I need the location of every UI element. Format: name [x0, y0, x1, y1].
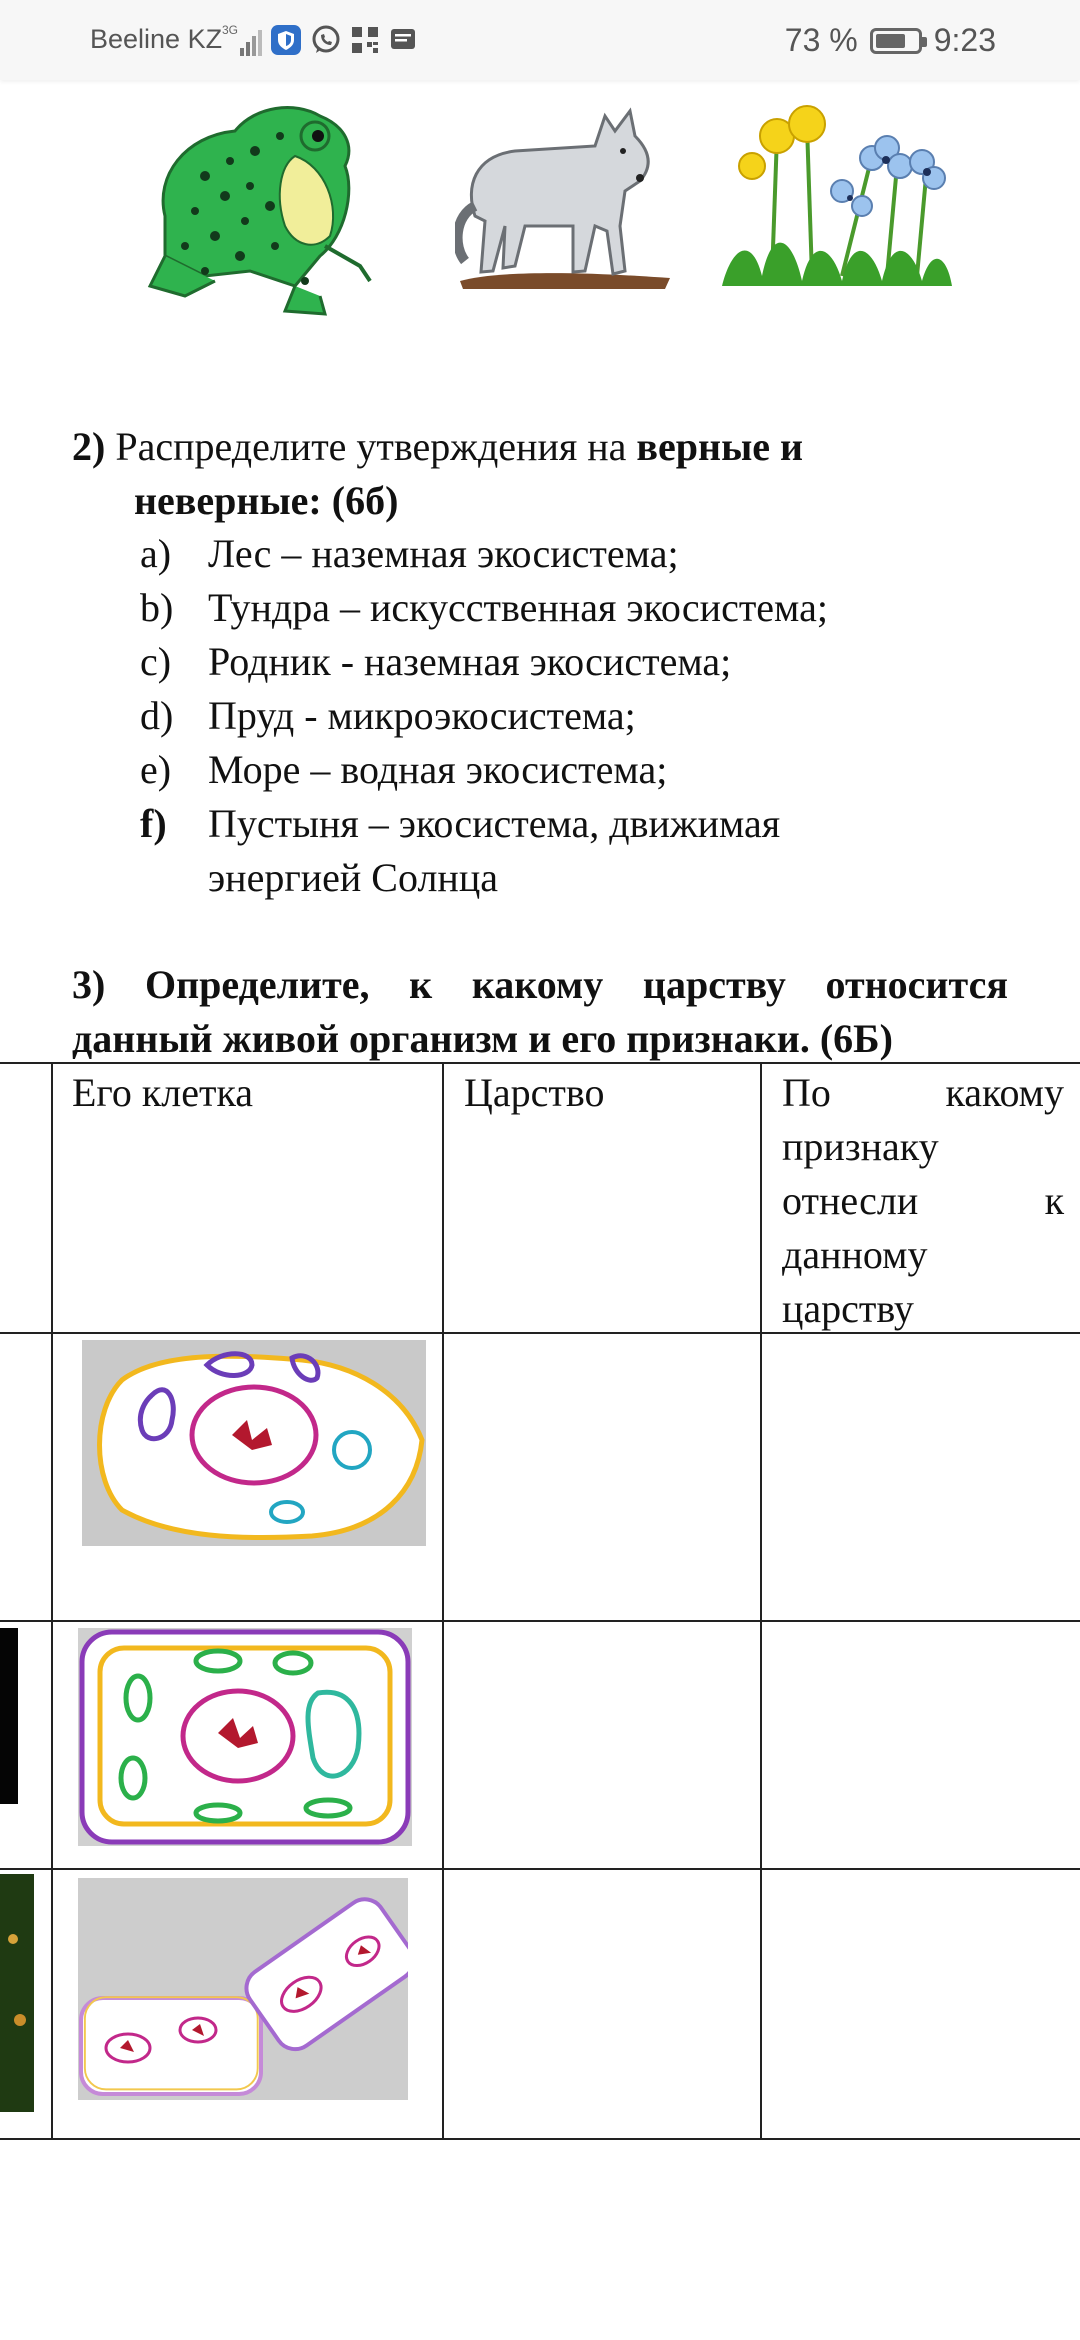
network-type: 3G: [222, 23, 239, 37]
reason-answer-cell[interactable]: [762, 1334, 1080, 1620]
question3-word: к: [409, 962, 433, 1007]
question3-word: какому: [471, 962, 604, 1007]
item-text: Пустыня – экосистема, движимая энергией Солнца: [208, 801, 781, 900]
list-item: [140, 527, 1040, 581]
battery-level: [876, 34, 905, 48]
header-reason-word: По: [782, 1070, 831, 1115]
question2-intro-continuation: неверные: (6б): [134, 478, 399, 523]
status-bar: [0, 0, 1080, 80]
animal-cell-drawing: [82, 1340, 426, 1546]
item-text: Лес – наземная экосистема;: [208, 531, 679, 576]
question3-word: Определите,: [144, 962, 370, 1007]
plant-cell-drawing: [78, 1628, 412, 1846]
photo-detail: [14, 2014, 26, 2026]
item-letter: e): [140, 747, 172, 792]
reason-answer-cell[interactable]: [762, 1622, 1080, 1868]
question3-word: царству: [642, 962, 786, 1007]
header-reason-word: к: [1044, 1178, 1064, 1223]
question2-intro: [72, 420, 972, 474]
question3-line2: данный живой организм и его признаки. (6Б): [72, 1016, 893, 1061]
kingdom-answer-cell[interactable]: [444, 1622, 760, 1868]
organism-photo-cutoff: [0, 1874, 34, 2112]
item-letter: b): [140, 585, 174, 630]
table-border: [0, 2138, 1080, 2140]
carrier-name: Beeline KZ: [90, 24, 223, 54]
header-reason-word: отнесли: [782, 1178, 919, 1223]
battery-percent: 73 %: [784, 22, 858, 58]
photo-detail: [8, 1934, 18, 1944]
whatsapp-icon: [310, 24, 342, 56]
message-icon: [388, 25, 418, 55]
table-border: [51, 1062, 53, 2140]
item-text: Море – водная экосистема;: [208, 747, 668, 792]
list-item: [140, 635, 1040, 689]
list-item: [140, 743, 1040, 797]
question2-intro-bold: верные и: [636, 424, 804, 469]
header-cell: Его клетка: [72, 1070, 254, 1115]
header-reason: [782, 1066, 1064, 1336]
table-border: [0, 1062, 1080, 1064]
fungus-cells-drawing: [78, 1878, 408, 2100]
item-text: Тундра – искусственная экосистема;: [208, 585, 828, 630]
status-right: [785, 22, 996, 59]
kingdom-answer-cell[interactable]: [444, 1870, 760, 2138]
clock: 9:23: [933, 22, 996, 58]
item-letter: d): [140, 693, 174, 738]
item-letter: c): [140, 639, 172, 684]
question3-number: 3): [72, 962, 106, 1007]
item-text: Пруд - микроэкосистема;: [208, 693, 636, 738]
header-reason-word: признаку: [782, 1124, 939, 1169]
question3-word: относится: [825, 962, 1008, 1007]
statements-list: [140, 527, 1040, 905]
classification-table: [0, 1062, 1080, 2140]
list-item: [140, 581, 1040, 635]
item-text: Родник - наземная экосистема;: [208, 639, 732, 684]
reason-answer-cell[interactable]: [762, 1870, 1080, 2138]
header-reason-word: царству: [782, 1286, 914, 1331]
shield-app-icon: [270, 24, 302, 56]
kingdom-answer-cell[interactable]: [444, 1334, 760, 1620]
signal-icon: [222, 22, 262, 58]
header-kingdom: Царство: [464, 1070, 605, 1115]
question3: [72, 958, 1008, 1066]
wolf-image: [455, 96, 675, 291]
item-letter: a): [140, 531, 172, 576]
question3-line1: [72, 958, 1008, 1012]
status-icons: [222, 20, 418, 60]
question2-number: 2): [72, 424, 106, 469]
flowers-image: [722, 96, 952, 286]
battery-icon: [870, 28, 922, 54]
organism-photo-cutoff: [0, 1628, 18, 1804]
list-item: [140, 689, 1040, 743]
question2-intro-text: Распределите утверждения на: [115, 424, 627, 469]
header-reason-word: какому: [945, 1070, 1064, 1115]
frog-image: [145, 96, 375, 318]
list-item: [140, 797, 1040, 905]
qr-app-icon: [350, 25, 380, 55]
header-reason-word: данному: [782, 1232, 928, 1277]
item-letter: f): [140, 801, 167, 846]
